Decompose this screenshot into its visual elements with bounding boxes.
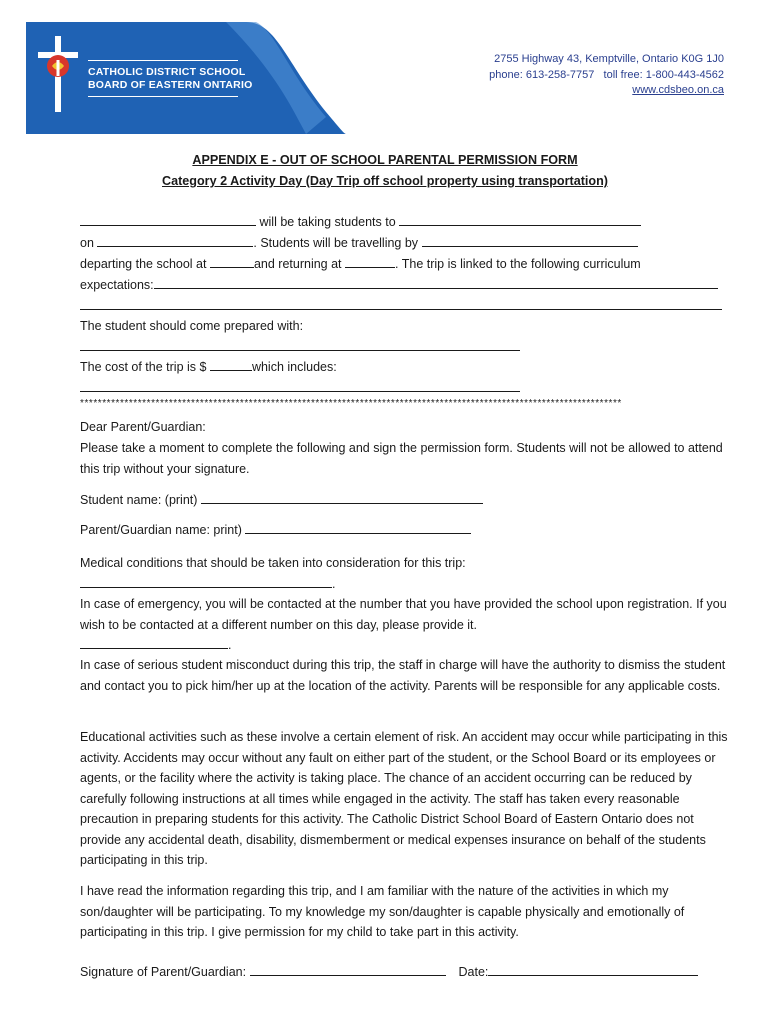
medical-field-row: . [80, 574, 335, 594]
phone-numbers: phone: 613-258-7757 toll free: 1-800-443-4562 [489, 68, 724, 81]
student-name-field[interactable] [201, 491, 483, 504]
curriculum-blank[interactable] [154, 276, 718, 289]
intro-paragraph: Please take a moment to complete the following and sign the permission form. Students will not be allowed to attend this trip without your signature. [80, 441, 723, 476]
trip-line-2-text: . Students will be travelling by [253, 236, 419, 250]
prepared-label: The student should come prepared with: [80, 319, 304, 333]
school-board-name [88, 66, 252, 92]
student-name-row [80, 490, 483, 510]
trip-line-1-text: will be taking students to [259, 215, 396, 229]
cost-label: The cost of the trip is $ [80, 360, 207, 374]
return-time-blank[interactable] [345, 255, 395, 268]
website-link[interactable]: www.cdsbeo.on.ca [632, 84, 724, 96]
date-label: Date: [458, 965, 489, 979]
destination-blank[interactable] [399, 213, 641, 226]
form-title: APPENDIX E - OUT OF SCHOOL PARENTAL PERMISSION FORM [192, 153, 578, 167]
cost-includes-label: which includes: [251, 360, 337, 374]
parent-name-row [80, 520, 471, 540]
school-board-logo [38, 36, 78, 112]
misconduct-paragraph: In case of serious student misconduct during this trip, the staff in charge will have the authority to dismiss the student and contact you to pick him/her up at the location of the activity. Parents will be responsible for any applicable costs. [80, 658, 726, 693]
cost-blank[interactable] [210, 358, 252, 371]
school-name-line-2: BOARD OF EASTERN ONTARIO [88, 79, 253, 91]
departure-time-blank[interactable] [210, 255, 254, 268]
trip-line-1 [80, 212, 641, 232]
school-name-rule-bottom [88, 96, 238, 97]
school-name-rule-top [88, 60, 238, 61]
school-name-line-1: CATHOLIC DISTRICT SCHOOL [88, 66, 246, 78]
trip-line-2 [80, 233, 638, 253]
emergency-phone-row: . [80, 635, 231, 655]
parent-name-field[interactable] [245, 521, 471, 534]
form-subtitle: Category 2 Activity Day (Day Trip off school property using transportation) [162, 174, 608, 188]
cost-line [80, 357, 337, 377]
curriculum-blank-line-2[interactable] [80, 309, 722, 310]
letterhead [26, 22, 742, 134]
medical-field[interactable] [80, 575, 332, 588]
contact-info [489, 52, 724, 99]
teacher-name-blank[interactable] [80, 213, 256, 226]
separator: ************************************************************************************************************************** [80, 398, 622, 409]
trip-line-3-return: and returning at [253, 257, 342, 271]
trip-date-blank[interactable] [97, 234, 253, 247]
trip-line-3-depart: departing the school at [80, 257, 207, 271]
address: 2755 Highway 43, Kemptville, Ontario K0G 1J0 [494, 53, 724, 65]
prepared-blank[interactable] [80, 350, 520, 351]
student-name-label: Student name: (print) [80, 493, 198, 507]
risk-paragraph: Educational activities such as these involve a certain element of risk. An accident may occur while participating in this activity. Accidents may occur without any fault on either part of the student, or the School Board or its employees or agents, or the facility where the activity is taking place. The chance of an accident occurring can be reduced by carefully following instructions at all times while engaged in the activity. The staff has taken every reasonable precaution in preparing students for this activity. The Catholic District School Board of Eastern Ontario does not provide any accidental death, disability, dismemberment or medical expenses insurance on behalf of the students participating in this trip. [80, 730, 728, 867]
parent-name-label: Parent/Guardian name: print) [80, 523, 242, 537]
emergency-paragraph: In case of emergency, you will be contacted at the number that you have provided the school upon registration. If you wish to be contacted at a different number on this day, please provide it. [80, 597, 727, 632]
trip-line-2-on: on [80, 236, 94, 250]
signature-label: Signature of Parent/Guardian: [80, 965, 247, 979]
transportation-blank[interactable] [422, 234, 638, 247]
cost-includes-blank[interactable] [80, 391, 520, 392]
signature-row [80, 962, 698, 982]
trip-line-4 [80, 275, 718, 295]
date-field[interactable] [488, 963, 698, 976]
medical-label: Medical conditions that should be taken into consideration for this trip: [80, 556, 466, 570]
trip-line-3-curriculum: . The trip is linked to the following curriculum [395, 257, 641, 271]
trip-line-3 [80, 254, 641, 274]
signature-field[interactable] [250, 963, 446, 976]
consent-paragraph: I have read the information regarding this trip, and I am familiar with the nature of the activities in which my son/daughter will be participating. To my knowledge my son/daughter is capable physically and emotionally of participating in this trip. I give permission for my child to take part in this activity. [80, 884, 685, 939]
emergency-phone-field[interactable] [80, 636, 228, 649]
greeting: Dear Parent/Guardian: [80, 420, 206, 434]
curriculum-label: expectations: [80, 278, 154, 292]
